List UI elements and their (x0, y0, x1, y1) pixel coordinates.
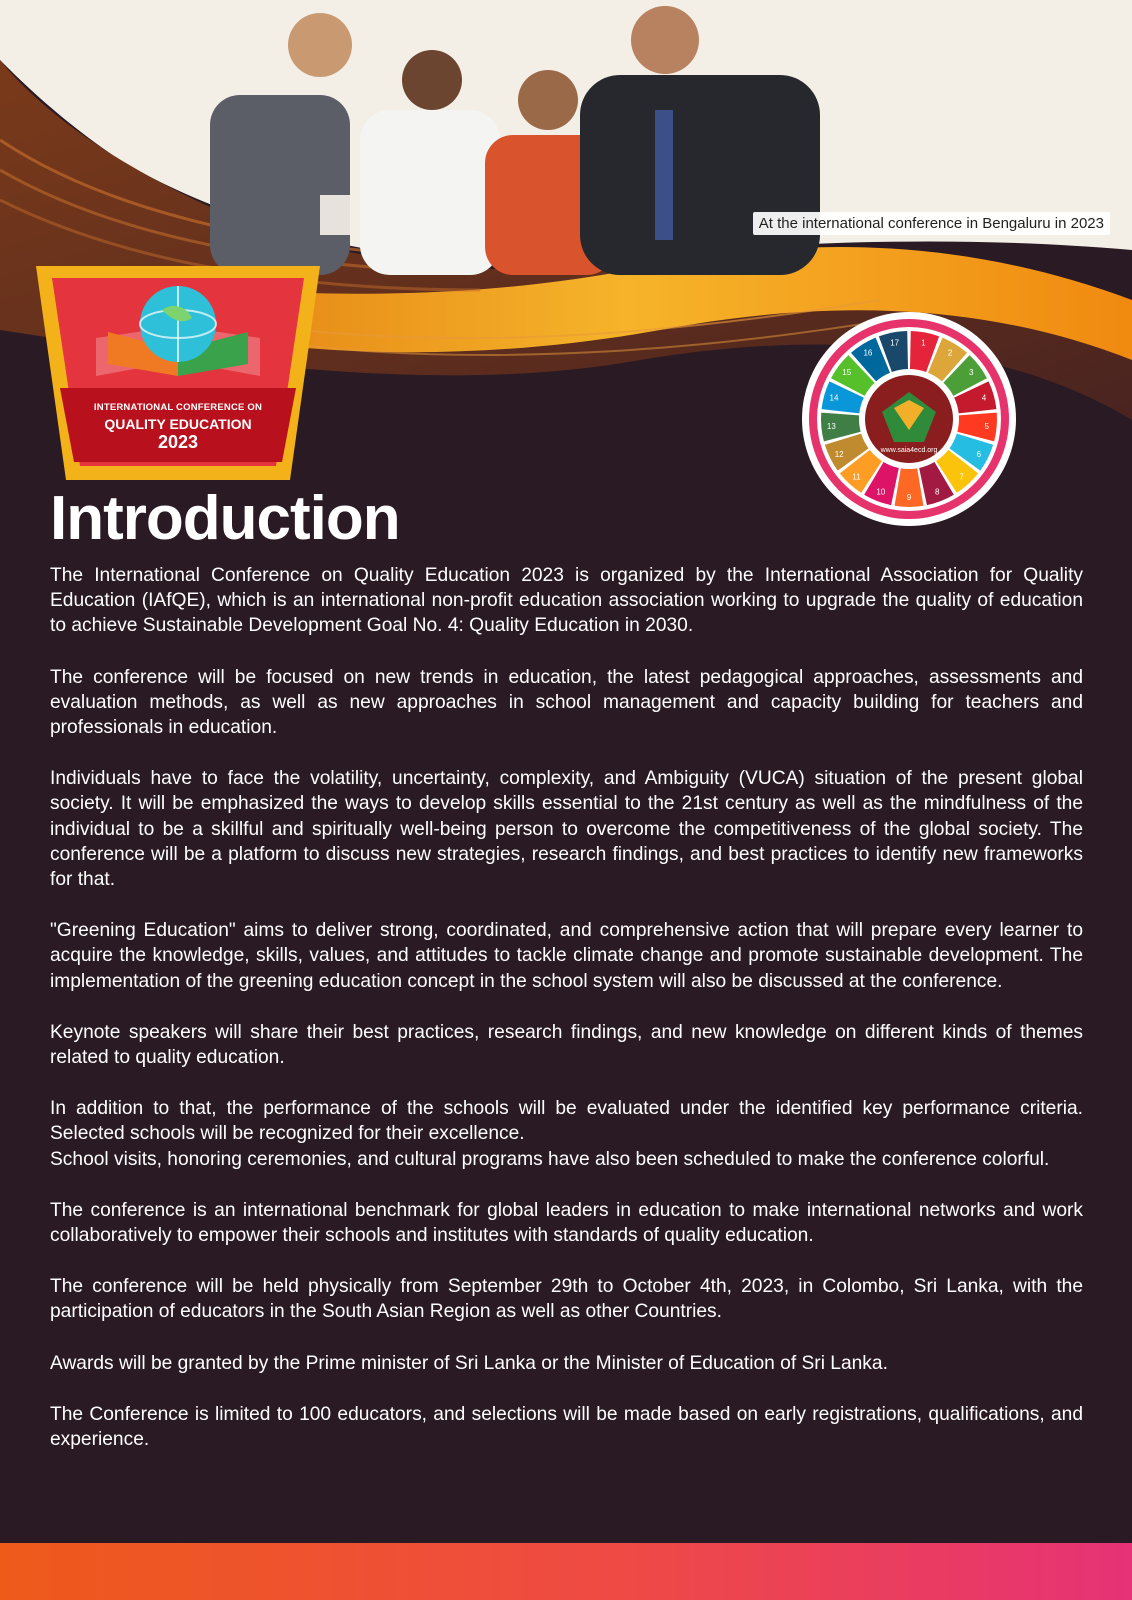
sdg-number-15: 15 (842, 367, 852, 377)
paragraph-focus: The conference will be focused on new trends in education, the latest pedagogical approaches, assessments and evaluation methods, as well as new approaches in school management and capacity building for teachers and professionals in education. (50, 666, 1083, 739)
sdg-number-13: 13 (826, 422, 836, 432)
sdg-number-3: 3 (969, 367, 974, 377)
logo-line-2: QUALITY EDUCATION (104, 416, 252, 432)
paragraph-vuca: Individuals have to face the volatility, uncertainty, complexity, and Ambiguity (VUCA) situation of the present global society. It will be emphasized the ways to develop skills essential to the 21st century as well as the mindfulness of the individual to be a skillful and spiritually well-being person to overcome the competitiveness of the global society. The conference will be a platform to discuss new strategies, research findings, and best practices to identify new frameworks for that. (50, 768, 1083, 891)
sdg-wheel-logo (802, 312, 1016, 526)
paragraph-keynote: Keynote speakers will share their best practices, research findings, and new knowledge on different kinds of themes related to quality education. (50, 1021, 1083, 1069)
sdg-number-4: 4 (981, 393, 987, 403)
sdg-number-16: 16 (863, 348, 873, 358)
conference-photo (200, 0, 840, 275)
sdg-number-11: 11 (852, 472, 861, 482)
sdg-number-10: 10 (876, 487, 886, 497)
sdg-number-2: 2 (947, 348, 953, 358)
paragraph-performance: In addition to that, the performance of the schools will be evaluated under the identified key performance criteria. Selected schools will be recognized for their excellence. (50, 1098, 1083, 1145)
footer-bar (0, 1543, 1132, 1600)
sdg-number-8: 8 (934, 487, 940, 497)
sdg-number-7: 7 (959, 472, 964, 482)
sdg-number-1: 1 (921, 338, 926, 348)
paragraph-dates: The conference will be held physically from September 29th to October 4th, 2023, in Colombo, Sri Lanka, with the participation of educators in the South Asian Region as well as other Countries. (50, 1276, 1083, 1323)
logo-line-3: 2023 (157, 432, 199, 452)
paragraph-organizer: The International Conference on Quality Education 2023 is organized by the International Association for Quality Education (IAfQE), which is an international non-profit education association working to upgrade the quality of education to achieve Sustainable Development Goal No. 4: Quality Education in 2030. (50, 565, 1083, 637)
introduction-body (50, 563, 1083, 1478)
sdg-url-text: www.saia4ecd.org (880, 447, 938, 454)
paragraph-benchmark: The conference is an international benchmark for global leaders in education to make international networks and work collaboratively to empower their schools and institutes with standards of quality education. (50, 1199, 1083, 1247)
page-title: Introduction (50, 484, 400, 553)
sdg-number-12: 12 (834, 449, 844, 459)
sdg-number-6: 6 (976, 449, 982, 459)
photo-caption: At the international conference in Bengaluru in 2023 (753, 212, 1110, 235)
conference-logo (36, 266, 320, 480)
sdg-number-5: 5 (984, 422, 989, 432)
paragraph-school-visits: School visits, honoring ceremonies, and cultural programs have also been scheduled to make the conference colorful. (50, 1148, 1050, 1170)
sdg-number-14: 14 (829, 393, 839, 403)
sdg-number-9: 9 (906, 493, 912, 502)
paragraph-awards: Awards will be granted by the Prime minister of Sri Lanka or the Minister of Education of Sri Lanka. (50, 1352, 888, 1374)
paragraph-limit: The Conference is limited to 100 educators, and selections will be made based on early registrations, qualifications, and experience. (50, 1403, 1083, 1451)
sdg-number-17: 17 (890, 338, 900, 348)
paragraph-greening: "Greening Education" aims to deliver strong, coordinated, and comprehensive action that will prepare every learner to acquire the knowledge, skills, values, and attitudes to tackle climate change and promote sustainable development. The implementation of the greening education concept in the school system will also be discussed at the conference. (50, 920, 1083, 992)
logo-line-1: INTERNATIONAL CONFERENCE ON (93, 402, 263, 413)
